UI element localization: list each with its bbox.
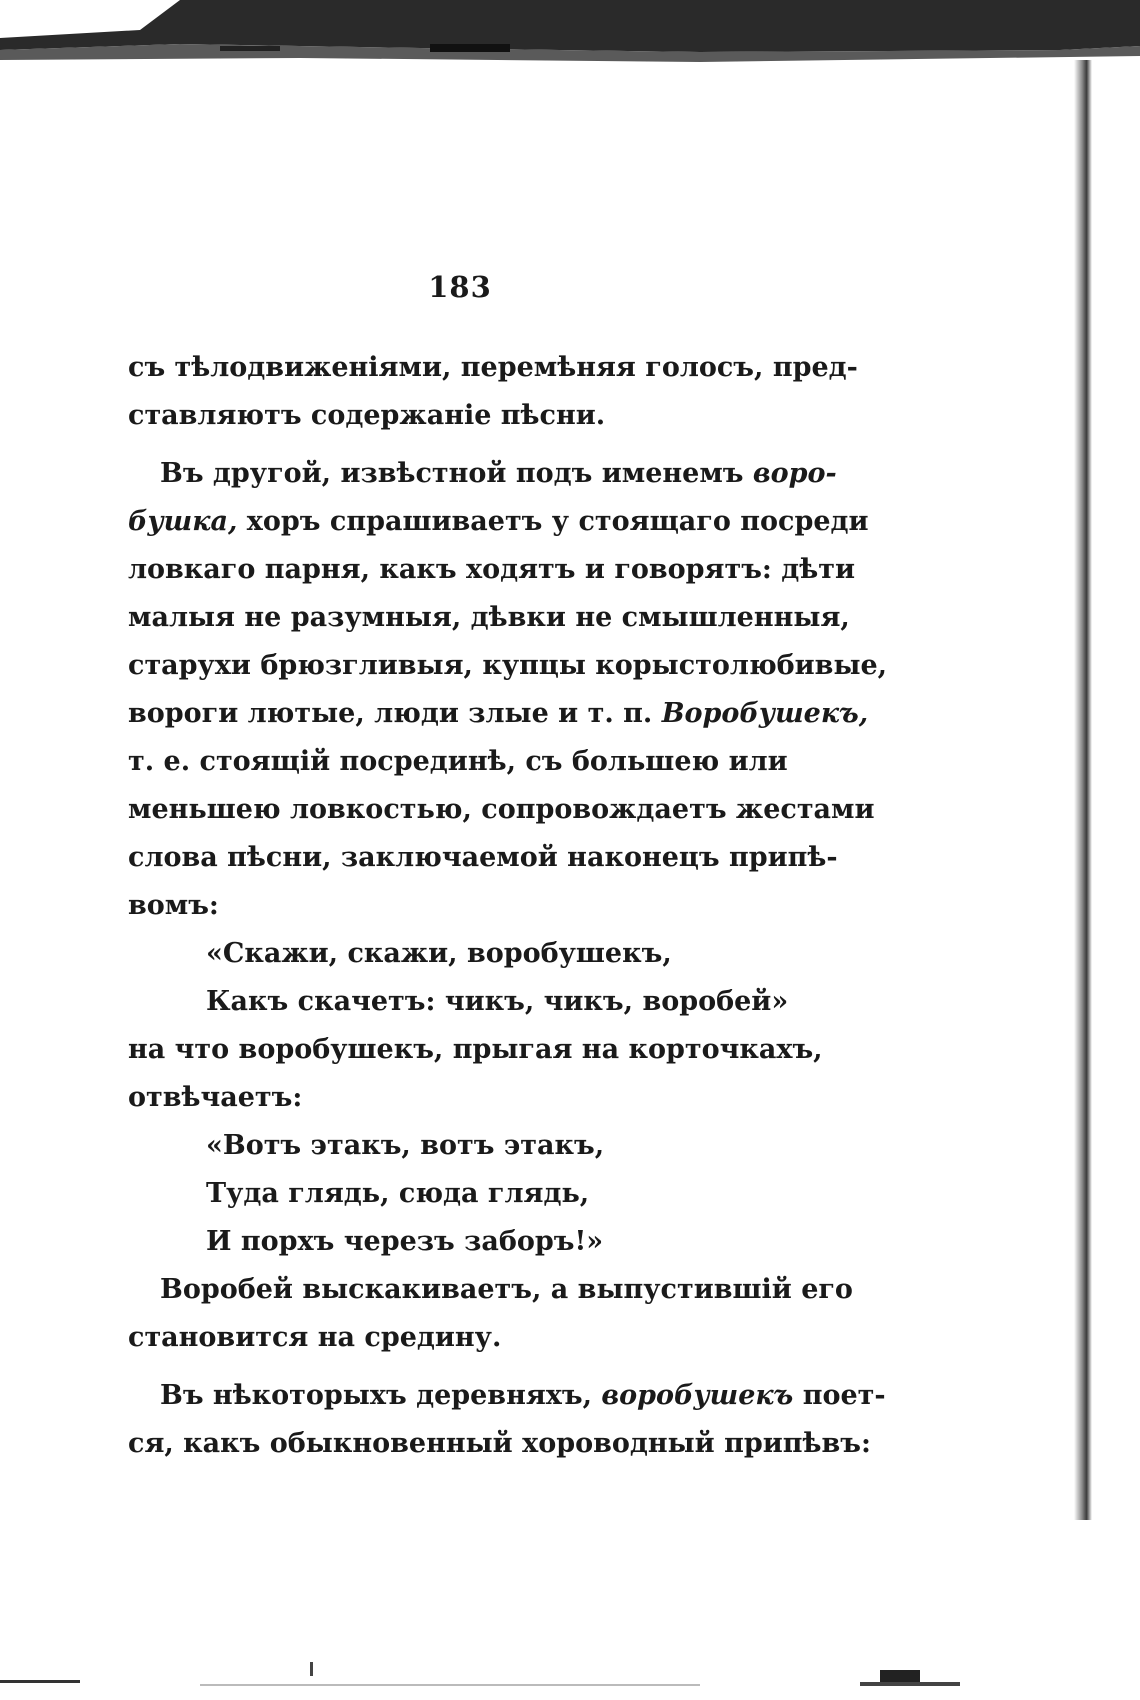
text-run: ставляютъ содержаніе пѣсни. [128, 400, 606, 431]
text-line [128, 882, 784, 930]
text-run: хоръ спрашиваетъ у стоящаго посреди [237, 506, 869, 537]
text-run: становится на средину. [128, 1322, 502, 1353]
text-line [128, 498, 869, 546]
text-run: поет- [793, 1380, 886, 1411]
text-run: Какъ скачетъ: чикъ, чикъ, воробей» [206, 986, 789, 1017]
text-run: Въ другой, извѣстной подъ именемъ [160, 458, 753, 489]
italic-text: бушка, [128, 506, 238, 537]
text-line [128, 690, 869, 738]
scan-top-edge [0, 0, 1140, 70]
page-number: 183 [428, 270, 492, 304]
text-run: «Скажи, скажи, воробушекъ, [206, 938, 672, 969]
text-line [128, 786, 875, 834]
verse-line [128, 978, 789, 1026]
text-line [128, 344, 858, 392]
italic-text: воробушекъ [601, 1380, 794, 1411]
text-run: на что воробушекъ, прыгая на корточкахъ, [128, 1034, 823, 1065]
scan-bottom-edge [0, 1640, 1140, 1700]
italic-text: Воробушекъ, [661, 698, 869, 729]
text-run: Въ нѣкоторыхъ деревняхъ, [160, 1380, 602, 1411]
body-text [128, 344, 888, 1468]
verse-line [128, 930, 784, 978]
text-line [128, 450, 837, 498]
text-line [128, 738, 788, 786]
text-run: Воробей выскакиваетъ, а выпустившій его [160, 1274, 853, 1305]
text-run: т. е. стоящій посрединѣ, съ большею или [128, 746, 788, 777]
text-run: слова пѣсни, заключаемой наконецъ припѣ- [128, 842, 838, 873]
text-line [128, 1074, 784, 1122]
text-line [128, 834, 838, 882]
text-line [128, 1266, 853, 1314]
text-line [128, 1420, 871, 1468]
text-run: «Вотъ этакъ, вотъ этакъ, [206, 1130, 605, 1161]
text-run: отвѣчаетъ: [128, 1082, 303, 1113]
text-run: И порхъ черезъ заборъ!» [206, 1226, 604, 1257]
text-run: Туда глядь, сюда глядь, [206, 1178, 590, 1209]
verse-line [128, 1170, 784, 1218]
text-run: вомъ: [128, 890, 219, 921]
text-line [128, 1314, 784, 1362]
text-line [128, 1372, 886, 1420]
text-run: старухи брюзгливыя, купцы корыстолюбивые, [128, 650, 888, 681]
text-line [128, 642, 888, 690]
text-line [128, 1026, 823, 1074]
italic-text: воро- [752, 458, 837, 489]
text-run: малыя не разумныя, дѣвки не смышленныя, [128, 602, 850, 633]
text-run: меньшею ловкостью, сопровождаетъ жестами [128, 794, 875, 825]
text-line [128, 546, 856, 594]
verse-line [128, 1122, 784, 1170]
text-run: вороги лютые, люди злые и т. п. [128, 698, 662, 729]
text-line [128, 594, 850, 642]
text-line [128, 392, 784, 440]
page-edge-shadow [1068, 60, 1108, 1520]
text-run: ловкаго парня, какъ ходятъ и говорятъ: дѣти [128, 554, 856, 585]
text-run: съ тѣлодвиженіями, перемѣняя голосъ, пред- [128, 352, 858, 383]
verse-line [128, 1218, 784, 1266]
text-run: ся, какъ обыкновенный хороводный припѣвъ: [128, 1428, 871, 1459]
